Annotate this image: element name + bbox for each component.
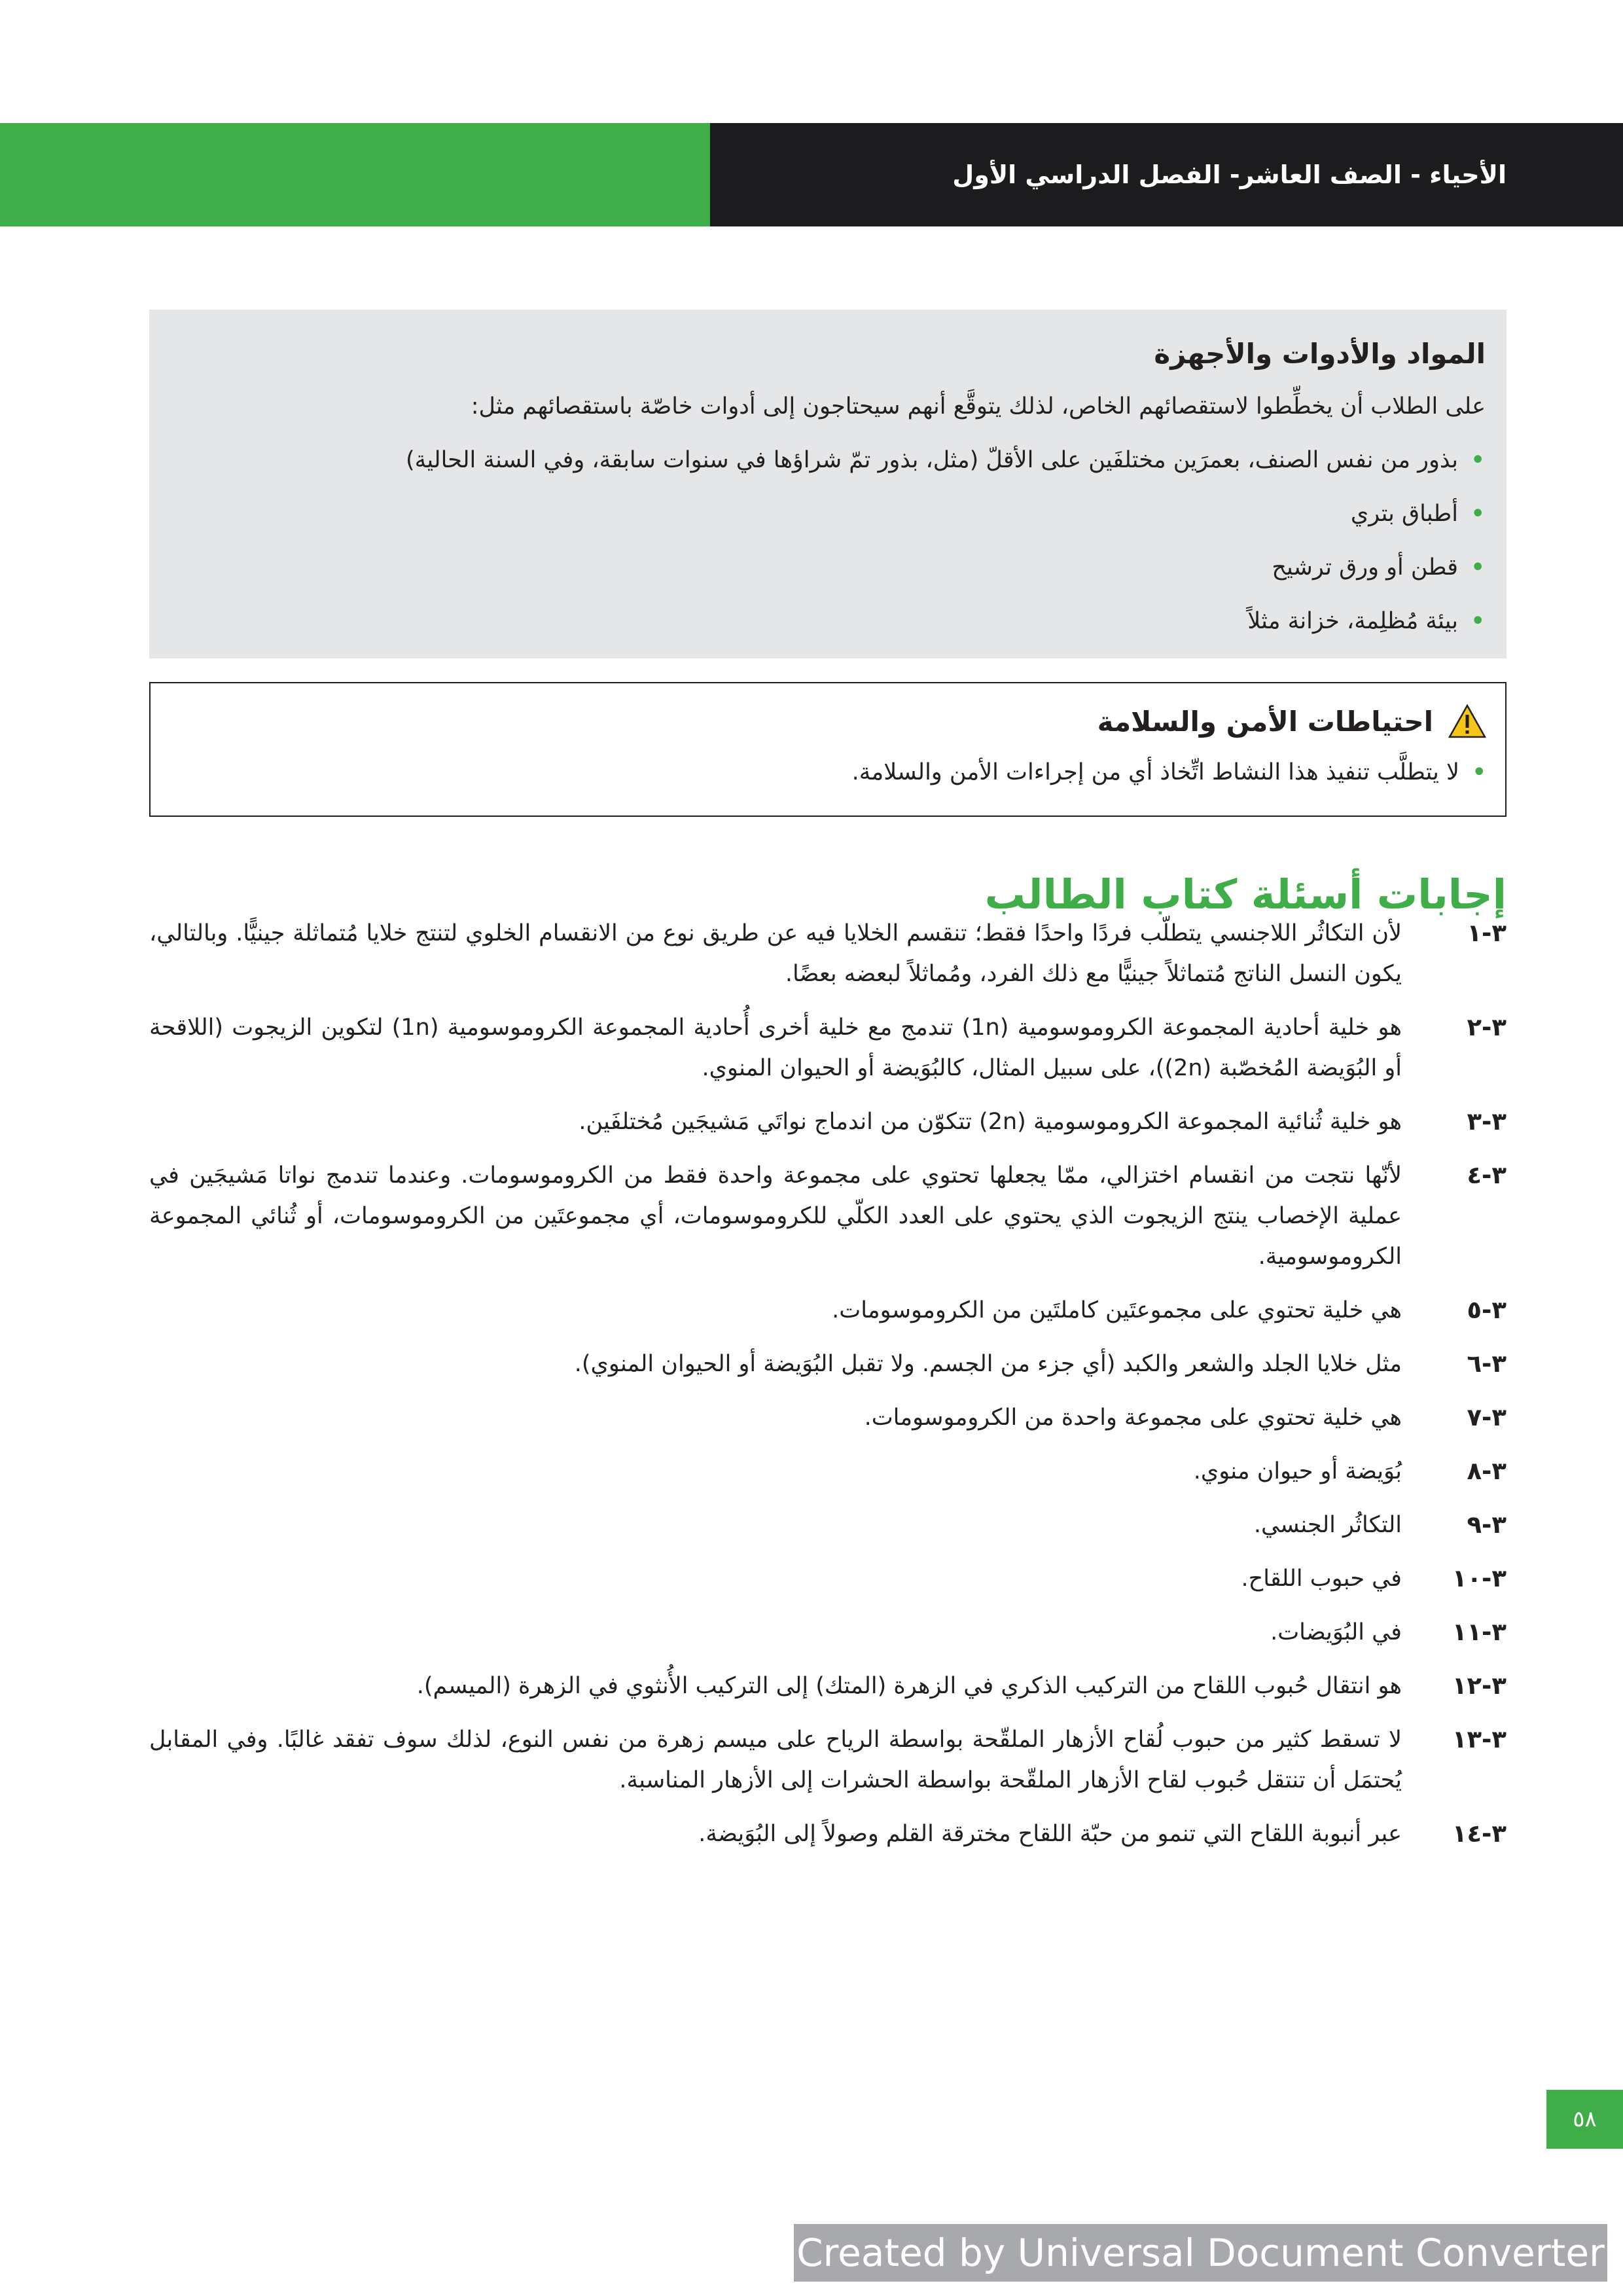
answer-number: ٣-١٤ xyxy=(1452,1820,1507,1848)
answer-item xyxy=(149,1505,1507,1545)
answer-text: بُوَيضة أو حيوان منوي. xyxy=(1193,1458,1402,1484)
safety-box xyxy=(149,682,1507,817)
answer-text: لأن التكاثُر اللاجنسي يتطلّب فردًا واحدًا فقط؛ تنقسم الخلايا فيه عن طريق نوع من الانقسام الخلوي لتنتج خلايا مُتماثلة جينيًّا. وبالتالي، يكون النسل الناتج مُتماثلاً جينيًّا مع ذلك الفرد، ومُماثلاً لبعضه بعضًا. xyxy=(149,920,1402,987)
materials-item: • بيئة مُظلِمة، خزانة مثلاً xyxy=(188,601,1486,641)
safety-header xyxy=(169,702,1487,741)
answer-number: ٣-٣ xyxy=(1467,1107,1507,1136)
answer-number: ٣-٤ xyxy=(1467,1161,1507,1189)
answer-number: ٣-٧ xyxy=(1467,1403,1507,1431)
footer-watermark: Created by Universal Document Converter xyxy=(794,2224,1607,2282)
answer-number: ٣-٥ xyxy=(1467,1296,1507,1324)
safety-list xyxy=(169,753,1487,792)
answer-text: عبر أنبوبة اللقاح التي تنمو من حبّة اللقاح مخترقة القلم وصولاً إلى البُوَيضة. xyxy=(698,1821,1402,1847)
materials-title: المواد والأدوات والأجهزة xyxy=(1154,338,1486,370)
answer-text: هو خلية أحادية المجموعة الكروموسومية (1n) تندمج مع خلية أخرى أُحادية المجموعة الكروموسومية (1n) لتكوين الزيجوت (اللاقحة أو البُوَيضة المُخصّبة (2n))، على سبيل المثال، كالبُوَيضة أو الحيوان المنوي. xyxy=(149,1014,1402,1081)
materials-box xyxy=(149,310,1507,658)
answer-text: في حبوب اللقاح. xyxy=(1241,1566,1402,1592)
answer-item xyxy=(149,1155,1507,1277)
warning-triangle-icon xyxy=(1448,704,1487,739)
answer-item xyxy=(149,913,1507,994)
answer-item xyxy=(149,1397,1507,1438)
answer-text: في البُوَيضات. xyxy=(1270,1619,1402,1645)
answer-number: ٣-٩ xyxy=(1467,1511,1507,1539)
answer-text: التكاثُر الجنسي. xyxy=(1253,1512,1402,1538)
answer-item xyxy=(149,1814,1507,1854)
answer-number: ٣-١ xyxy=(1467,919,1507,947)
answer-number: ٣-١٣ xyxy=(1452,1725,1507,1753)
answer-number: ٣-١١ xyxy=(1452,1618,1507,1646)
answer-item xyxy=(149,1612,1507,1653)
answer-item xyxy=(149,1290,1507,1331)
answer-number: ٣-١٠ xyxy=(1452,1564,1507,1592)
answers-list xyxy=(149,913,1507,1867)
safety-item: • لا يتطلَّب تنفيذ هذا النشاط اتِّخاذ أي من إجراءات الأمن والسلامة. xyxy=(169,753,1487,792)
answer-item xyxy=(149,1344,1507,1384)
materials-item: • أطباق بتري xyxy=(188,494,1486,533)
safety-title: احتياطات الأمن والسلامة xyxy=(1097,705,1433,738)
answer-item xyxy=(149,1102,1507,1142)
answer-text: مثل خلايا الجلد والشعر والكبد (أي جزء من الجسم. ولا تقبل البُوَيضة أو الحيوان المنوي). xyxy=(574,1351,1402,1377)
answer-text: هو خلية ثُنائية المجموعة الكروموسومية (2n) تتكوّن من اندماج نواتَي مَشيجَين مُختلفَين. xyxy=(579,1109,1402,1135)
answer-number: ٣-٨ xyxy=(1467,1457,1507,1485)
answer-text: هو انتقال حُبوب اللقاح من التركيب الذكري في الزهرة (المتك) إلى التركيب الأُنثوي في الزهرة (الميسم). xyxy=(416,1673,1402,1699)
answer-number: ٣-٦ xyxy=(1467,1350,1507,1378)
answer-text: لأنّها نتجت من انقسام اختزالي، ممّا يجعلها تحتوي على مجموعة واحدة فقط من الكروموسومات. وعندما تندمج نواتا مَشيجَين في عملية الإخصاب ينتج الزيجوت الذي يحتوي على العدد الكلّي للكروموسومات، أي مجموعتَين من الكروموسومات، أو ثُنائي المجموعة الكروموسومية. xyxy=(149,1162,1402,1270)
answer-item xyxy=(149,1007,1507,1088)
header-title: الأحياء - الصف العاشر- الفصل الدراسي الأول xyxy=(952,160,1507,189)
answer-item xyxy=(149,1719,1507,1801)
materials-item: • بذور من نفس الصنف، بعمرَين مختلفَين على الأقلّ (مثل، بذور تمّ شراؤها في سنوات سابقة، وفي السنة الحالية) xyxy=(188,440,1486,480)
answer-text: هي خلية تحتوي على مجموعة واحدة من الكروموسومات. xyxy=(864,1405,1402,1431)
answer-item xyxy=(149,1451,1507,1492)
answer-text: لا تسقط كثير من حبوب لُقاح الأزهار الملقّحة بواسطة الرياح على ميسم زهرة من نفس النوع، لذلك سوف تفقد غالبًا. وفي المقابل يُحتمَل أن تنتقل حُبوب لقاح الأزهار الملقّحة بواسطة الحشرات إلى الأزهار المناسبة. xyxy=(149,1727,1402,1793)
answer-item xyxy=(149,1666,1507,1706)
answer-number: ٣-٢ xyxy=(1467,1013,1507,1041)
answers-title: إجابات أسئلة كتاب الطالب xyxy=(984,870,1507,918)
answer-number: ٣-١٢ xyxy=(1452,1672,1507,1700)
header-green-bar xyxy=(0,123,710,226)
answer-text: هي خلية تحتوي على مجموعتَين كاملتَين من الكروموسومات. xyxy=(832,1297,1402,1323)
materials-intro: على الطلاب أن يخطِّطوا لاستقصائهم الخاص، لذلك يتوقَّع أنهم سيحتاجون إلى أدوات خاصّة باستقصائهم مثل: xyxy=(471,393,1486,420)
materials-item: • قطن أو ورق ترشيح xyxy=(188,548,1486,587)
answer-item xyxy=(149,1558,1507,1599)
page-number: ٥٨ xyxy=(1546,2090,1623,2149)
materials-list xyxy=(188,440,1486,641)
